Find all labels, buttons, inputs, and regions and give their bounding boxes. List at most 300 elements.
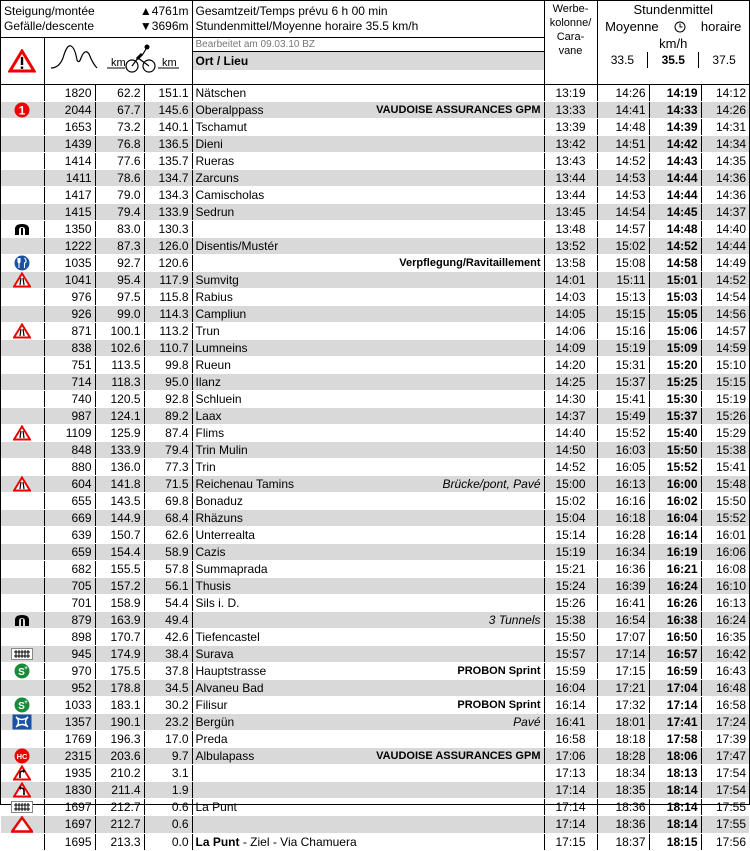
km-done: 163.9 — [95, 611, 144, 628]
caravan-time: 15:19 — [544, 543, 597, 560]
km-remaining: 0.6 — [144, 815, 192, 833]
row-icon-cell — [1, 373, 44, 390]
km-done: 175.5 — [95, 662, 144, 679]
time-35-5: 14:45 — [649, 203, 701, 220]
km-done: 120.5 — [95, 390, 144, 407]
time-33-5: 18:36 — [597, 798, 649, 815]
place-name: Surava — [195, 646, 234, 661]
row-icon-cell — [1, 390, 44, 407]
caravan-time: 17:15 — [544, 833, 597, 850]
altitude: 1769 — [44, 730, 95, 747]
time-37-5: 17:47 — [701, 747, 749, 764]
time-37-5: 14:57 — [701, 322, 749, 339]
table-row — [1, 407, 749, 424]
km-remaining: 130.3 — [144, 220, 192, 237]
caravan-time: 15:04 — [544, 509, 597, 526]
place-name: Unterrealta — [195, 527, 255, 542]
km-remaining: 0.0 — [144, 833, 192, 850]
km-remaining: 30.2 — [144, 696, 192, 713]
km-remaining: 99.8 — [144, 356, 192, 373]
place-name: La Punt — [195, 834, 240, 849]
time-37-5: 14:31 — [701, 118, 749, 135]
time-35-5: 15:20 — [649, 356, 701, 373]
row-note: Brücke/pont, Pavé — [442, 476, 541, 491]
speed-35-5: 35.5 — [647, 52, 699, 68]
place-cell — [192, 781, 544, 798]
warning-triangle-icon — [8, 49, 36, 73]
road-narrowing-icon — [13, 425, 31, 441]
time-35-5: 15:37 — [649, 407, 701, 424]
road-narrowing-icon — [13, 476, 31, 492]
caravan-header-line4: vane — [558, 45, 583, 57]
elevation-summary — [1, 1, 192, 37]
place-cell — [192, 322, 544, 339]
time-37-5: 14:36 — [701, 186, 749, 203]
time-35-5: 16:02 — [649, 492, 701, 509]
climb-value: ▲4761m — [139, 3, 189, 18]
time-37-5: 14:44 — [701, 237, 749, 254]
row-icon-cell — [1, 798, 44, 815]
time-33-5: 15:08 — [597, 254, 649, 271]
km-remaining: 49.4 — [144, 611, 192, 628]
place-name: Cazis — [195, 544, 226, 559]
time-37-5: 14:59 — [701, 339, 749, 356]
svg-text:S: S — [18, 700, 26, 712]
speed-37-5: 37.5 — [712, 53, 736, 67]
time-37-5: 14:36 — [701, 169, 749, 186]
km-done: 97.5 — [95, 288, 144, 305]
time-37-5: 15:52 — [701, 509, 749, 526]
row-icon-cell — [1, 560, 44, 577]
row-icon-cell — [1, 169, 44, 186]
row-icon-cell — [1, 833, 44, 850]
profile-header-cell — [44, 37, 192, 84]
caravan-time: 15:02 — [544, 492, 597, 509]
time-37-5: 14:54 — [701, 288, 749, 305]
caravan-time: 16:58 — [544, 730, 597, 747]
km-remaining: 42.6 — [144, 628, 192, 645]
caravan-time: 13:58 — [544, 254, 597, 271]
altitude: 1935 — [44, 764, 95, 781]
km-done: 102.6 — [95, 339, 144, 356]
climb-label: Steigung/montée — [4, 3, 95, 18]
time-35-5: 18:06 — [649, 747, 701, 764]
caravan-time: 14:40 — [544, 424, 597, 441]
caravan-time: 17:14 — [544, 781, 597, 798]
table-row — [1, 662, 749, 679]
table-row — [1, 781, 749, 798]
altitude: 1041 — [44, 271, 95, 288]
time-37-5: 14:12 — [701, 84, 749, 101]
km-done: 150.7 — [95, 526, 144, 543]
row-icon-cell — [1, 152, 44, 169]
km-done: 144.9 — [95, 509, 144, 526]
place-name: Tschamut — [195, 119, 247, 134]
elevation-profile-icon — [45, 38, 191, 79]
time-33-5: 14:51 — [597, 135, 649, 152]
caravan-time: 15:26 — [544, 594, 597, 611]
table-row — [1, 390, 749, 407]
km-label-a: km — [110, 56, 126, 69]
clock-icon — [674, 21, 686, 33]
altitude: 1222 — [44, 237, 95, 254]
km-done: 79.0 — [95, 186, 144, 203]
tunnel-icon — [14, 614, 30, 626]
place-name: Sils i. D. — [195, 595, 240, 610]
table-row — [1, 475, 749, 492]
km-done: 92.7 — [95, 254, 144, 271]
descent-label: Gefälle/descente — [4, 18, 95, 33]
place-name: Alvaneu Bad — [195, 680, 264, 695]
caravan-time: 13:44 — [544, 186, 597, 203]
km-done: 100.1 — [95, 322, 144, 339]
place-cell — [192, 628, 544, 645]
place-name: Rhäzuns — [195, 510, 243, 525]
km-remaining: 54.4 — [144, 594, 192, 611]
caravan-time: 16:14 — [544, 696, 597, 713]
svg-text:+: + — [24, 665, 29, 672]
caravan-time: 14:50 — [544, 441, 597, 458]
time-35-5: 14:58 — [649, 254, 701, 271]
row-icon-cell — [1, 339, 44, 356]
place-name: Bergün — [195, 714, 235, 729]
caravan-time: 17:14 — [544, 815, 597, 833]
place-cell — [192, 118, 544, 135]
km-done: 133.9 — [95, 441, 144, 458]
altitude: 1653 — [44, 118, 95, 135]
table-row — [1, 764, 749, 781]
time-37-5: 14:34 — [701, 135, 749, 152]
time-35-5: 18:14 — [649, 798, 701, 815]
place-name: Preda — [195, 731, 228, 746]
time-33-5: 16:41 — [597, 594, 649, 611]
svg-text:+: + — [24, 699, 29, 706]
table-row — [1, 118, 749, 135]
km-remaining: 58.9 — [144, 543, 192, 560]
time-37-5: 16:06 — [701, 543, 749, 560]
time-33-5: 15:19 — [597, 339, 649, 356]
place-name: Rueun — [195, 357, 231, 372]
table-row — [1, 356, 749, 373]
intermediate-sprint-icon — [14, 663, 30, 679]
race-timetable — [1, 1, 749, 851]
time-33-5: 14:53 — [597, 186, 649, 203]
place-cell — [192, 390, 544, 407]
time-33-5: 16:34 — [597, 543, 649, 560]
time-35-5: 16:57 — [649, 645, 701, 662]
time-35-5: 14:52 — [649, 237, 701, 254]
row-note: PROBON Sprint — [457, 664, 541, 677]
time-37-5: 17:56 — [701, 833, 749, 850]
altitude: 871 — [44, 322, 95, 339]
row-icon-cell — [1, 662, 44, 679]
table-row — [1, 220, 749, 237]
time-35-5: 16:04 — [649, 509, 701, 526]
place-cell — [192, 237, 544, 254]
time-37-5: 16:24 — [701, 611, 749, 628]
place-cell — [192, 475, 544, 492]
time-37-5: 17:39 — [701, 730, 749, 747]
km-remaining: 71.5 — [144, 475, 192, 492]
time-33-5: 14:57 — [597, 220, 649, 237]
km-done: 143.5 — [95, 492, 144, 509]
km-remaining: 133.9 — [144, 203, 192, 220]
time-33-5: 16:28 — [597, 526, 649, 543]
km-remaining: 79.4 — [144, 441, 192, 458]
km-done: 212.7 — [95, 798, 144, 815]
row-icon-cell — [1, 288, 44, 305]
row-icon-cell — [1, 543, 44, 560]
time-33-5: 18:18 — [597, 730, 649, 747]
table-row — [1, 152, 749, 169]
place-name: Camischolas — [195, 187, 265, 202]
caravan-time: 13:48 — [544, 220, 597, 237]
time-37-5: 17:54 — [701, 764, 749, 781]
place-cell — [192, 560, 544, 577]
place-cell — [192, 305, 544, 322]
place-name: Disentis/Mustér — [195, 238, 279, 253]
caravan-header-line2: kolonne/ — [549, 17, 592, 29]
time-33-5: 16:39 — [597, 577, 649, 594]
place-cell — [192, 696, 544, 713]
caravan-time: 14:09 — [544, 339, 597, 356]
place-cell — [192, 152, 544, 169]
place-cell — [192, 730, 544, 747]
caravan-time: 16:41 — [544, 713, 597, 730]
row-icon-cell — [1, 679, 44, 696]
caravan-time: 13:33 — [544, 101, 597, 118]
place-name: Summaprada — [195, 561, 268, 576]
row-icon-cell — [1, 611, 44, 628]
table-row — [1, 594, 749, 611]
row-icon-cell — [1, 84, 44, 101]
km-remaining: 145.6 — [144, 101, 192, 118]
place-name: Albulapass — [195, 748, 255, 763]
km-remaining: 117.9 — [144, 271, 192, 288]
caravan-time: 14:37 — [544, 407, 597, 424]
speed-title: Stundenmittel — [633, 2, 713, 17]
caravan-time: 17:14 — [544, 798, 597, 815]
place-cell — [192, 186, 544, 203]
place-name: Filisur — [195, 697, 228, 712]
table-row — [1, 696, 749, 713]
time-33-5: 15:13 — [597, 288, 649, 305]
time-35-5: 14:39 — [649, 118, 701, 135]
caravan-time: 17:06 — [544, 747, 597, 764]
km-remaining: 136.5 — [144, 135, 192, 152]
time-35-5: 14:43 — [649, 152, 701, 169]
table-row — [1, 492, 749, 509]
row-note: Verpflegung/Ravitaillement — [399, 256, 541, 269]
edited-note: Bearbeitet am 09.03.10 BZ — [195, 38, 316, 50]
altitude: 976 — [44, 288, 95, 305]
time-37-5: 15:29 — [701, 424, 749, 441]
time-35-5: 15:05 — [649, 305, 701, 322]
table-row — [1, 322, 749, 339]
km-remaining: 95.0 — [144, 373, 192, 390]
altitude: 1697 — [44, 815, 95, 833]
altitude: 1033 — [44, 696, 95, 713]
time-33-5: 14:54 — [597, 203, 649, 220]
row-icon-cell — [1, 237, 44, 254]
time-35-5: 14:19 — [649, 84, 701, 101]
time-33-5: 15:16 — [597, 322, 649, 339]
km-done: 136.0 — [95, 458, 144, 475]
place-name: Schluein — [195, 391, 242, 406]
time-35-5: 16:14 — [649, 526, 701, 543]
table-row — [1, 543, 749, 560]
place-name: Nätschen — [195, 85, 247, 100]
time-33-5: 16:18 — [597, 509, 649, 526]
km-done: 213.3 — [95, 833, 144, 850]
table-row — [1, 458, 749, 475]
place-cell — [192, 373, 544, 390]
row-icon-cell — [1, 781, 44, 798]
km-done: 196.3 — [95, 730, 144, 747]
altitude: 714 — [44, 373, 95, 390]
caravan-time: 15:24 — [544, 577, 597, 594]
caravan-time: 15:57 — [544, 645, 597, 662]
altitude: 2315 — [44, 747, 95, 764]
row-icon-cell — [1, 696, 44, 713]
dangerous-curve-left-icon — [13, 782, 31, 798]
row-icon-cell — [1, 186, 44, 203]
time-35-5: 14:33 — [649, 101, 701, 118]
place-cell — [192, 764, 544, 781]
time-37-5: 14:49 — [701, 254, 749, 271]
time-35-5: 14:42 — [649, 135, 701, 152]
time-33-5: 15:37 — [597, 373, 649, 390]
table-row — [1, 679, 749, 696]
altitude: 682 — [44, 560, 95, 577]
time-33-5: 16:36 — [597, 560, 649, 577]
altitude: 1411 — [44, 169, 95, 186]
time-33-5: 18:28 — [597, 747, 649, 764]
time-33-5: 15:41 — [597, 390, 649, 407]
row-icon-cell — [1, 475, 44, 492]
table-row — [1, 815, 749, 833]
time-35-5: 15:03 — [649, 288, 701, 305]
speed-header — [597, 1, 749, 84]
altitude: 1820 — [44, 84, 95, 101]
time-35-5: 16:50 — [649, 628, 701, 645]
km-remaining: 38.4 — [144, 645, 192, 662]
hors-categorie-climb-icon — [14, 748, 30, 764]
time-37-5: 16:01 — [701, 526, 749, 543]
km-done: 141.8 — [95, 475, 144, 492]
km-done: 155.5 — [95, 560, 144, 577]
timetable-body — [1, 84, 749, 850]
time-37-5: 14:26 — [701, 101, 749, 118]
cobblestone-icon — [12, 714, 32, 730]
total-time: Gesamtzeit/Temps prévu 6 h 00 min — [195, 3, 388, 18]
place-name: Dieni — [195, 136, 223, 151]
time-35-5: 14:48 — [649, 220, 701, 237]
row-note: Pavé — [513, 714, 541, 729]
place-cell — [192, 509, 544, 526]
place-cell — [192, 798, 544, 815]
place-cell — [192, 833, 544, 850]
table-row — [1, 730, 749, 747]
time-35-5: 17:41 — [649, 713, 701, 730]
place-cell — [192, 84, 544, 101]
caravan-time: 14:25 — [544, 373, 597, 390]
caravan-time: 15:14 — [544, 526, 597, 543]
place-name: Campliun — [195, 306, 247, 321]
railway-crossing-icon — [11, 648, 33, 660]
km-remaining: 68.4 — [144, 509, 192, 526]
km-remaining: 34.5 — [144, 679, 192, 696]
row-icon-cell — [1, 645, 44, 662]
time-37-5: 16:42 — [701, 645, 749, 662]
altitude: 639 — [44, 526, 95, 543]
km-remaining: 92.8 — [144, 390, 192, 407]
km-done: 77.6 — [95, 152, 144, 169]
svg-text:HC: HC — [16, 751, 28, 761]
time-35-5: 14:44 — [649, 186, 701, 203]
altitude: 848 — [44, 441, 95, 458]
km-remaining: 140.1 — [144, 118, 192, 135]
km-done: 83.0 — [95, 220, 144, 237]
time-33-5: 16:03 — [597, 441, 649, 458]
table-row — [1, 424, 749, 441]
km-remaining: 110.7 — [144, 339, 192, 356]
caravan-time: 13:45 — [544, 203, 597, 220]
km-done: 183.1 — [95, 696, 144, 713]
caravan-header — [544, 1, 597, 84]
time-35-5: 15:40 — [649, 424, 701, 441]
time-33-5: 16:16 — [597, 492, 649, 509]
time-35-5: 17:04 — [649, 679, 701, 696]
km-done: 203.6 — [95, 747, 144, 764]
km-remaining: 77.3 — [144, 458, 192, 475]
time-35-5: 17:58 — [649, 730, 701, 747]
time-37-5: 14:35 — [701, 152, 749, 169]
altitude: 1830 — [44, 781, 95, 798]
time-35-5: 15:50 — [649, 441, 701, 458]
km-done: 154.4 — [95, 543, 144, 560]
time-33-5: 15:11 — [597, 271, 649, 288]
km-remaining: 17.0 — [144, 730, 192, 747]
table-row — [1, 611, 749, 628]
place-cell — [192, 679, 544, 696]
caravan-time: 16:04 — [544, 679, 597, 696]
altitude: 1414 — [44, 152, 95, 169]
time-37-5: 17:54 — [701, 781, 749, 798]
caravan-time: 13:42 — [544, 135, 597, 152]
row-icon-cell — [1, 220, 44, 237]
time-35-5: 18:14 — [649, 781, 701, 798]
table-row — [1, 186, 749, 203]
time-35-5: 16:26 — [649, 594, 701, 611]
altitude: 1695 — [44, 833, 95, 850]
time-35-5: 15:25 — [649, 373, 701, 390]
row-icon-cell — [1, 815, 44, 833]
table-row — [1, 713, 749, 730]
table-row — [1, 747, 749, 764]
altitude: 1417 — [44, 186, 95, 203]
time-35-5: 15:52 — [649, 458, 701, 475]
altitude: 751 — [44, 356, 95, 373]
place-cell — [192, 594, 544, 611]
place-name: Hauptstrasse — [195, 663, 267, 678]
time-33-5: 15:31 — [597, 356, 649, 373]
svg-text:S: S — [18, 666, 26, 678]
time-33-5: 15:52 — [597, 424, 649, 441]
place-cell — [192, 645, 544, 662]
caravan-time: 15:21 — [544, 560, 597, 577]
time-33-5: 15:02 — [597, 237, 649, 254]
